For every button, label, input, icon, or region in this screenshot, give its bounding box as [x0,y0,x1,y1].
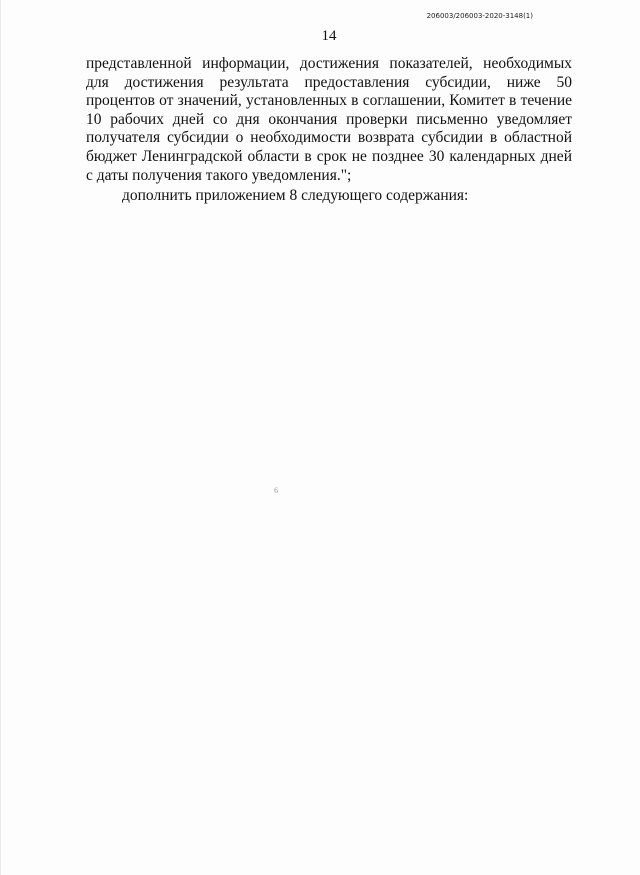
document-body [86,55,572,206]
scan-artifact-mark: 6 [274,486,278,495]
page-number: 14 [321,28,337,44]
document-code: 206003/206003-2020-3148(1) [426,12,533,20]
paragraph-continuation: представленной информации, достижения показателей, необходимых для достижения результата предоставления субсидии, ниже 50 процентов от значений, установленных в соглашении, Комитет в течение 10 рабочих дней со дня окончания проверки письменно уведомляет получателя субсидии о необходимости возврата субсидии в областной бюджет Ленинградской области в срок не позднее 30 календарных дней с даты получения такого уведомления."; [86,55,572,184]
paragraph-appendix-note: дополнить приложением 8 следующего содержания: [122,187,469,205]
